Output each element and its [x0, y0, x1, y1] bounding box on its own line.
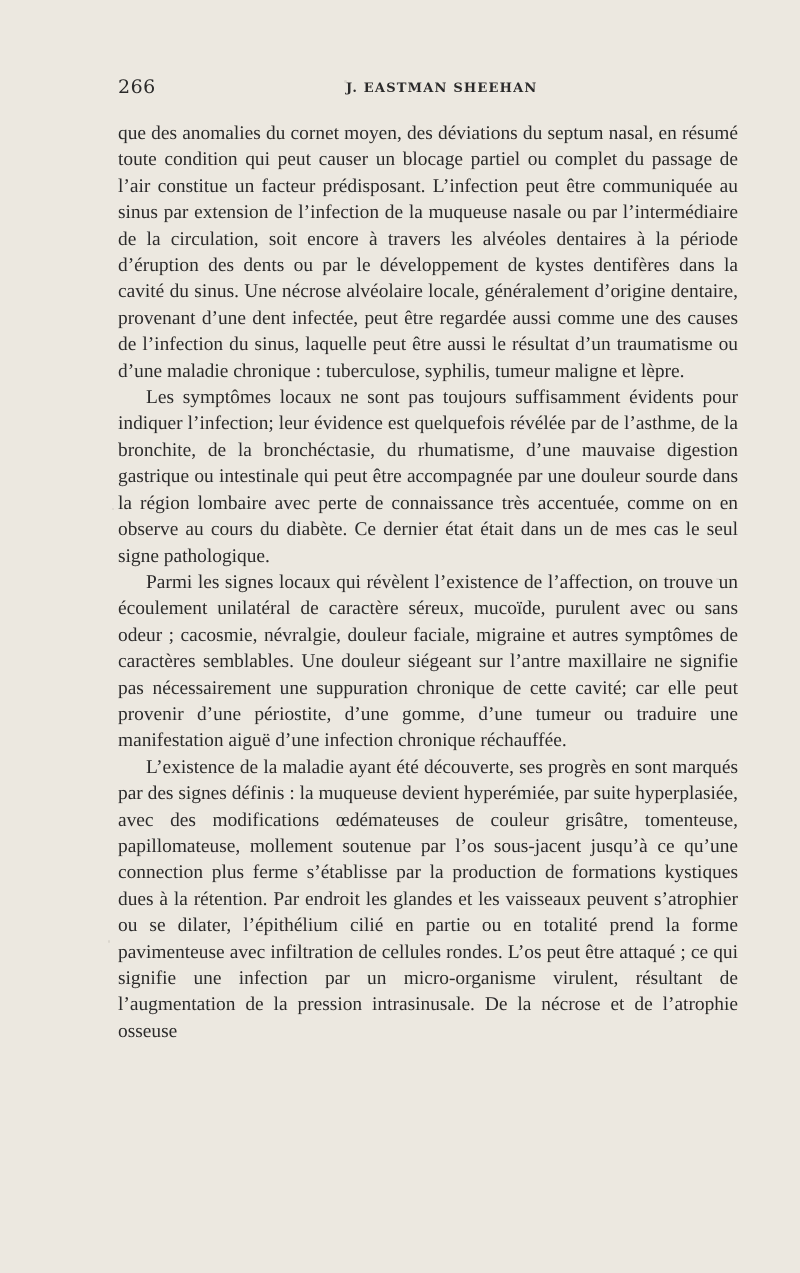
running-head: [118, 76, 736, 102]
paper-speck: [108, 940, 110, 943]
paper-speck: [112, 508, 114, 510]
paper-speck: [344, 80, 347, 83]
paper-speck: [716, 578, 719, 580]
paragraph: Parmi les signes locaux qui révèlent l’existence de l’affection, on trouve un écoulement unilatéral de caractère séreux, mucoïde, purulent avec ou sans odeur ; cacosmie, névralgie, douleur faciale, migraine et autres symptômes de caractères semblables. Une douleur siégeant sur l’antre maxillaire ne signifie pas nécessairement une suppuration chronique de cette cavité; car elle peut provenir d’une périostite, d’une gomme, d’une tumeur ou traduire une manifestation aiguë d’une infection chronique réchauffée.: [118, 571, 738, 752]
paragraph: L’existence de la maladie ayant été découverte, ses progrès en sont marqués par des signes définis : la muqueuse devient hyperémiée, par suite hyperplasiée, avec des modifications œdémateuses de couleur grisâtre, tomenteuse, papillomateuse, mollement soutenue par l’os sous-jacent jusqu’à ce qu’une connection plus ferme s’établisse par la production de formations kystiques dues à la rétention. Par endroit les glandes et les vaisseaux peuvent s’atrophier ou se dilater, l’épithélium cilié en partie ou en totalité prend la forme pavimenteuse avec infiltration de cellules rondes. L’os peut être attaqué ; ce qui signifie une infection par un micro-organisme virulent, résultant de l’augmentation de la pression intrasinusale. De la nécrose et de l’atrophie osseuse: [118, 756, 738, 1042]
body-text: [118, 121, 738, 1045]
running-title: J. EASTMAN SHEEHAN: [346, 81, 538, 96]
paragraph: que des anomalies du cornet moyen, des déviations du septum nasal, en résumé toute condition qui peut causer un blocage partiel ou complet du passage de l’air constitue un facteur prédisposant. L’infection peut être communiquée au sinus par extension de l’infection de la muqueuse nasale ou par l’intermédiaire de la circulation, soit encore à travers les alvéoles dentaires à la période d’éruption des dents ou par le développement de kystes dentifères dans la cavité du sinus. Une nécrose alvéolaire locale, généralement d’origine dentaire, provenant d’une dent infectée, peut être regardée aussi comme une des causes de l’infection du sinus, laquelle peut être aussi le résultat d’un traumatisme ou d’une maladie chronique : tuberculose, syphilis, tumeur maligne et lèpre.: [118, 123, 738, 382]
paragraph: Les symptômes locaux ne sont pas toujours suffisamment évidents pour indiquer l’infection; leur évidence est quelquefois révélée par de l’asthme, de la bronchite, de la bronchéctasie, du rhumatisme, d’une mauvaise digestion gastrique ou intestinale qui peut être accompagnée par une douleur sourde dans la région lombaire avec perte de connaissance très accentuée, comme on en observe au cours du diabète. Ce dernier état était dans un de mes cas le seul signe pathologique.: [118, 387, 738, 567]
page-number: 266: [118, 76, 156, 98]
